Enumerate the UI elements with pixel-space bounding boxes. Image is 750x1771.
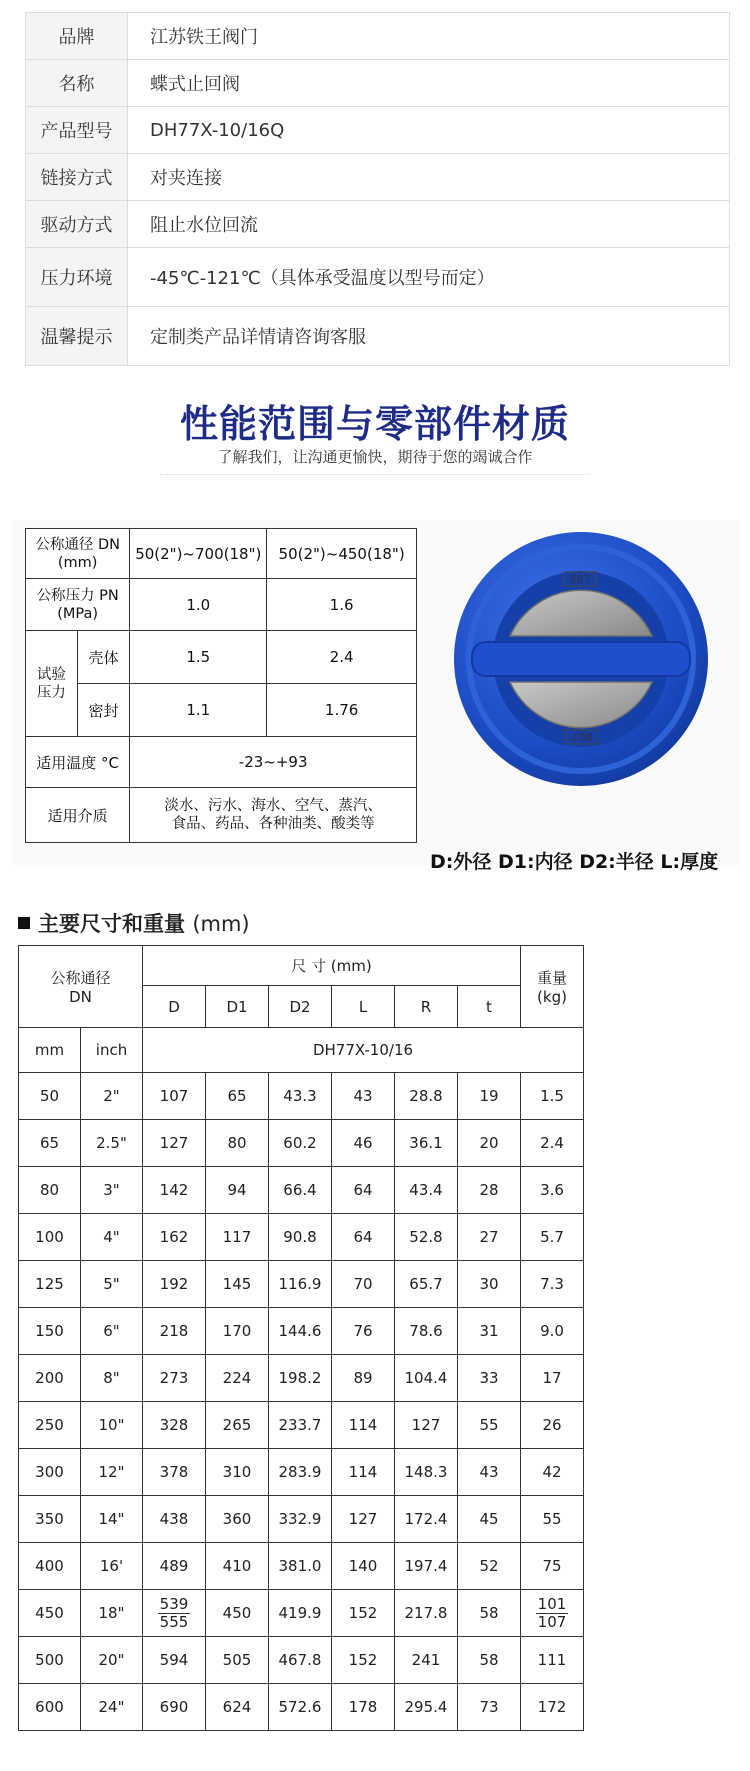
valve-image	[452, 530, 710, 788]
cell-d2: 283.9	[269, 1449, 332, 1496]
table-row	[19, 1120, 584, 1167]
column-header: L	[332, 986, 395, 1028]
cell-d2: 198.2	[269, 1355, 332, 1402]
spec-value: DH77X-10/16Q	[128, 107, 730, 154]
cell-inch: 10"	[81, 1402, 143, 1449]
cell-d2: 233.7	[269, 1402, 332, 1449]
cell-r: 241	[395, 1637, 458, 1684]
cell-inch: 5"	[81, 1261, 143, 1308]
cell-d: 328	[143, 1402, 206, 1449]
column-header: D2	[269, 986, 332, 1028]
cell-mm: 50	[19, 1073, 81, 1120]
cell-d: 438	[143, 1496, 206, 1543]
cell-d	[143, 1590, 206, 1637]
cell-l: 43	[332, 1073, 395, 1120]
table-row	[19, 1449, 584, 1496]
dimensions-table	[18, 945, 584, 1731]
cell-mm: 450	[19, 1590, 81, 1637]
cell-d: 690	[143, 1684, 206, 1731]
cell-w: 26	[521, 1402, 584, 1449]
cell-l: 64	[332, 1167, 395, 1214]
cell-r: 295.4	[395, 1684, 458, 1731]
cell-mm: 250	[19, 1402, 81, 1449]
cell-t: 55	[458, 1402, 521, 1449]
cell-w: 55	[521, 1496, 584, 1543]
spec-row	[26, 107, 730, 154]
cell-l: 89	[332, 1355, 395, 1402]
cell-l: 70	[332, 1261, 395, 1308]
size-header: 尺 寸 (mm)	[143, 946, 521, 986]
cell-mm: 350	[19, 1496, 81, 1543]
cell-mm: 80	[19, 1167, 81, 1214]
shell-label: 壳体	[77, 631, 130, 684]
cell-d2: 116.9	[269, 1261, 332, 1308]
center-bar	[472, 642, 690, 676]
cell-d2: 66.4	[269, 1167, 332, 1214]
column-header: D1	[206, 986, 269, 1028]
spec-table	[25, 12, 730, 366]
cell-t: 52	[458, 1543, 521, 1590]
spec-value: 阻止水位回流	[128, 201, 730, 248]
model-header: DH77X-10/16	[143, 1028, 584, 1073]
divider	[160, 474, 590, 475]
cell-w: 42	[521, 1449, 584, 1496]
cell-r: 78.6	[395, 1308, 458, 1355]
performance-table	[25, 528, 417, 843]
cell-d1: 145	[206, 1261, 269, 1308]
cell-d1: 94	[206, 1167, 269, 1214]
cell-t: 28	[458, 1167, 521, 1214]
dn-range-b: 50(2")~450(18")	[267, 529, 417, 579]
cell-l: 114	[332, 1449, 395, 1496]
cell-d1: 65	[206, 1073, 269, 1120]
cell-l: 178	[332, 1684, 395, 1731]
cell-t: 27	[458, 1214, 521, 1261]
cell-r: 65.7	[395, 1261, 458, 1308]
fraction-value: $\frac{539}{555}$	[159, 1594, 189, 1631]
fraction-value: $\frac{101}{107}$	[537, 1594, 567, 1631]
cell-mm: 200	[19, 1355, 81, 1402]
cell-l: 152	[332, 1637, 395, 1684]
cell-d: 142	[143, 1167, 206, 1214]
spec-row	[26, 201, 730, 248]
cell-t: 31	[458, 1308, 521, 1355]
column-header: D	[143, 986, 206, 1028]
cell-d1: 265	[206, 1402, 269, 1449]
cell-d1: 505	[206, 1637, 269, 1684]
cell-r: 36.1	[395, 1120, 458, 1167]
cell-w	[521, 1590, 584, 1637]
cell-inch: 20"	[81, 1637, 143, 1684]
shell-value-a: 1.5	[130, 631, 267, 684]
cell-w: 3.6	[521, 1167, 584, 1214]
cell-d2: 467.8	[269, 1637, 332, 1684]
cell-t: 19	[458, 1073, 521, 1120]
pn-value-a: 1.0	[130, 579, 267, 631]
cell-t: 45	[458, 1496, 521, 1543]
cell-r: 104.4	[395, 1355, 458, 1402]
cell-inch: 2.5"	[81, 1120, 143, 1167]
inch-header: inch	[81, 1028, 143, 1073]
cell-w: 75	[521, 1543, 584, 1590]
cell-r: 217.8	[395, 1590, 458, 1637]
dimension-legend: D:外径 D1:内径 D2:半径 L:厚度	[430, 851, 719, 873]
seal-value-b: 1.76	[267, 684, 417, 737]
seal-value-a: 1.1	[130, 684, 267, 737]
table-row	[19, 1261, 584, 1308]
cell-inch: 16'	[81, 1543, 143, 1590]
dn-label: 公称通径 DN (mm)	[26, 529, 130, 579]
cell-d: 218	[143, 1308, 206, 1355]
cell-mm: 500	[19, 1637, 81, 1684]
cell-d: 127	[143, 1120, 206, 1167]
temp-value: -23~+93	[130, 737, 417, 788]
cell-t: 20	[458, 1120, 521, 1167]
cell-mm: 100	[19, 1214, 81, 1261]
cell-d: 378	[143, 1449, 206, 1496]
cell-t: 58	[458, 1590, 521, 1637]
cell-w: 1.5	[521, 1073, 584, 1120]
pn-value-b: 1.6	[267, 579, 417, 631]
cell-inch: 24"	[81, 1684, 143, 1731]
cell-d1: 624	[206, 1684, 269, 1731]
table-row	[19, 1402, 584, 1449]
spec-row	[26, 307, 730, 366]
cell-l: 152	[332, 1590, 395, 1637]
spec-row	[26, 60, 730, 107]
cell-w: 9.0	[521, 1308, 584, 1355]
table-row	[19, 1355, 584, 1402]
table-row	[19, 1684, 584, 1731]
cell-d1: 224	[206, 1355, 269, 1402]
spec-value: 定制类产品详情请咨询客服	[128, 307, 730, 366]
table-row	[19, 1167, 584, 1214]
cell-mm: 300	[19, 1449, 81, 1496]
cell-d1: 310	[206, 1449, 269, 1496]
temp-label: 适用温度 °C	[26, 737, 130, 788]
section-title: 性能范围与零部件材质	[179, 402, 570, 446]
cell-w: 7.3	[521, 1261, 584, 1308]
cell-d: 162	[143, 1214, 206, 1261]
cell-d1: 410	[206, 1543, 269, 1590]
cell-t: 73	[458, 1684, 521, 1731]
seal-label: 密封	[77, 684, 130, 737]
spec-value: 蝶式止回阀	[128, 60, 730, 107]
column-header: t	[458, 986, 521, 1028]
cell-l: 114	[332, 1402, 395, 1449]
cell-l: 46	[332, 1120, 395, 1167]
cell-d2: 332.9	[269, 1496, 332, 1543]
cell-mm: 65	[19, 1120, 81, 1167]
cell-d2: 60.2	[269, 1120, 332, 1167]
table-row	[19, 1543, 584, 1590]
spec-value: 江苏铁王阀门	[128, 13, 730, 60]
cell-r: 43.4	[395, 1167, 458, 1214]
table-row	[19, 1073, 584, 1120]
cell-t: 30	[458, 1261, 521, 1308]
cell-w: 172	[521, 1684, 584, 1731]
cell-mm: 150	[19, 1308, 81, 1355]
spec-key: 驱动方式	[26, 201, 128, 248]
cell-w: 111	[521, 1637, 584, 1684]
cell-mm: 400	[19, 1543, 81, 1590]
dn-header: 公称通径 DN	[19, 946, 143, 1028]
cell-inch: 2"	[81, 1073, 143, 1120]
cell-w: 2.4	[521, 1120, 584, 1167]
cell-l: 76	[332, 1308, 395, 1355]
table-row	[19, 1496, 584, 1543]
cell-inch: 4"	[81, 1214, 143, 1261]
spec-key: 产品型号	[26, 107, 128, 154]
dn-range-a: 50(2")~700(18")	[130, 529, 267, 579]
cell-r: 197.4	[395, 1543, 458, 1590]
cell-d1: 450	[206, 1590, 269, 1637]
cell-inch: 14"	[81, 1496, 143, 1543]
spec-key: 压力环境	[26, 248, 128, 307]
cell-inch: 6"	[81, 1308, 143, 1355]
cell-d1: 117	[206, 1214, 269, 1261]
cell-mm: 125	[19, 1261, 81, 1308]
cell-d: 192	[143, 1261, 206, 1308]
cell-d1: 360	[206, 1496, 269, 1543]
cell-d2: 419.9	[269, 1590, 332, 1637]
cell-l: 127	[332, 1496, 395, 1543]
media-value: 淡水、污水、海水、空气、蒸汽、 食品、药品、各种油类、酸类等	[130, 788, 417, 843]
cell-d1: 170	[206, 1308, 269, 1355]
pn-label: 公称压力 PN (MPa)	[26, 579, 130, 631]
cell-d: 107	[143, 1073, 206, 1120]
weight-header: 重量 (kg)	[521, 946, 584, 1028]
plate-mark-top: 807	[569, 573, 591, 586]
cell-r: 148.3	[395, 1449, 458, 1496]
column-header: R	[395, 986, 458, 1028]
cell-t: 58	[458, 1637, 521, 1684]
shell-value-b: 2.4	[267, 631, 417, 684]
cell-inch: 18"	[81, 1590, 143, 1637]
cell-r: 52.8	[395, 1214, 458, 1261]
bullet-square-icon	[18, 917, 30, 929]
table-row	[19, 1637, 584, 1684]
spec-row	[26, 13, 730, 60]
cell-d2: 90.8	[269, 1214, 332, 1261]
cell-d1: 80	[206, 1120, 269, 1167]
cell-r: 172.4	[395, 1496, 458, 1543]
cell-w: 5.7	[521, 1214, 584, 1261]
cell-d2: 144.6	[269, 1308, 332, 1355]
cell-l: 64	[332, 1214, 395, 1261]
spec-key: 链接方式	[26, 154, 128, 201]
cell-mm: 600	[19, 1684, 81, 1731]
cell-d2: 381.0	[269, 1543, 332, 1590]
table-row	[19, 1590, 584, 1637]
spec-row	[26, 248, 730, 307]
cell-d2: 572.6	[269, 1684, 332, 1731]
dimensions-title: 主要尺寸和重量 (mm)	[18, 908, 250, 938]
spec-key: 温馨提示	[26, 307, 128, 366]
test-pressure-label: 试验 压力	[26, 631, 78, 737]
cell-inch: 8"	[81, 1355, 143, 1402]
spec-row	[26, 154, 730, 201]
cell-t: 33	[458, 1355, 521, 1402]
cell-d: 594	[143, 1637, 206, 1684]
cell-r: 28.8	[395, 1073, 458, 1120]
spec-value: 对夹连接	[128, 154, 730, 201]
cell-r: 127	[395, 1402, 458, 1449]
cell-d2: 43.3	[269, 1073, 332, 1120]
spec-value: -45℃-121℃（具体承受温度以型号而定）	[128, 248, 730, 307]
spec-key: 名称	[26, 60, 128, 107]
cell-t: 43	[458, 1449, 521, 1496]
cell-d: 489	[143, 1543, 206, 1590]
media-label: 适用介质	[26, 788, 130, 843]
cell-w: 17	[521, 1355, 584, 1402]
section-subtitle: 了解我们，让沟通更愉快，期待于您的竭诚合作	[217, 448, 533, 466]
cell-inch: 12"	[81, 1449, 143, 1496]
cell-inch: 3"	[81, 1167, 143, 1214]
mm-header: mm	[19, 1028, 81, 1073]
table-row	[19, 1214, 584, 1261]
spec-key: 品牌	[26, 13, 128, 60]
cell-d: 273	[143, 1355, 206, 1402]
cell-l: 140	[332, 1543, 395, 1590]
plate-mark-bottom: 807	[571, 730, 593, 743]
table-row	[19, 1308, 584, 1355]
